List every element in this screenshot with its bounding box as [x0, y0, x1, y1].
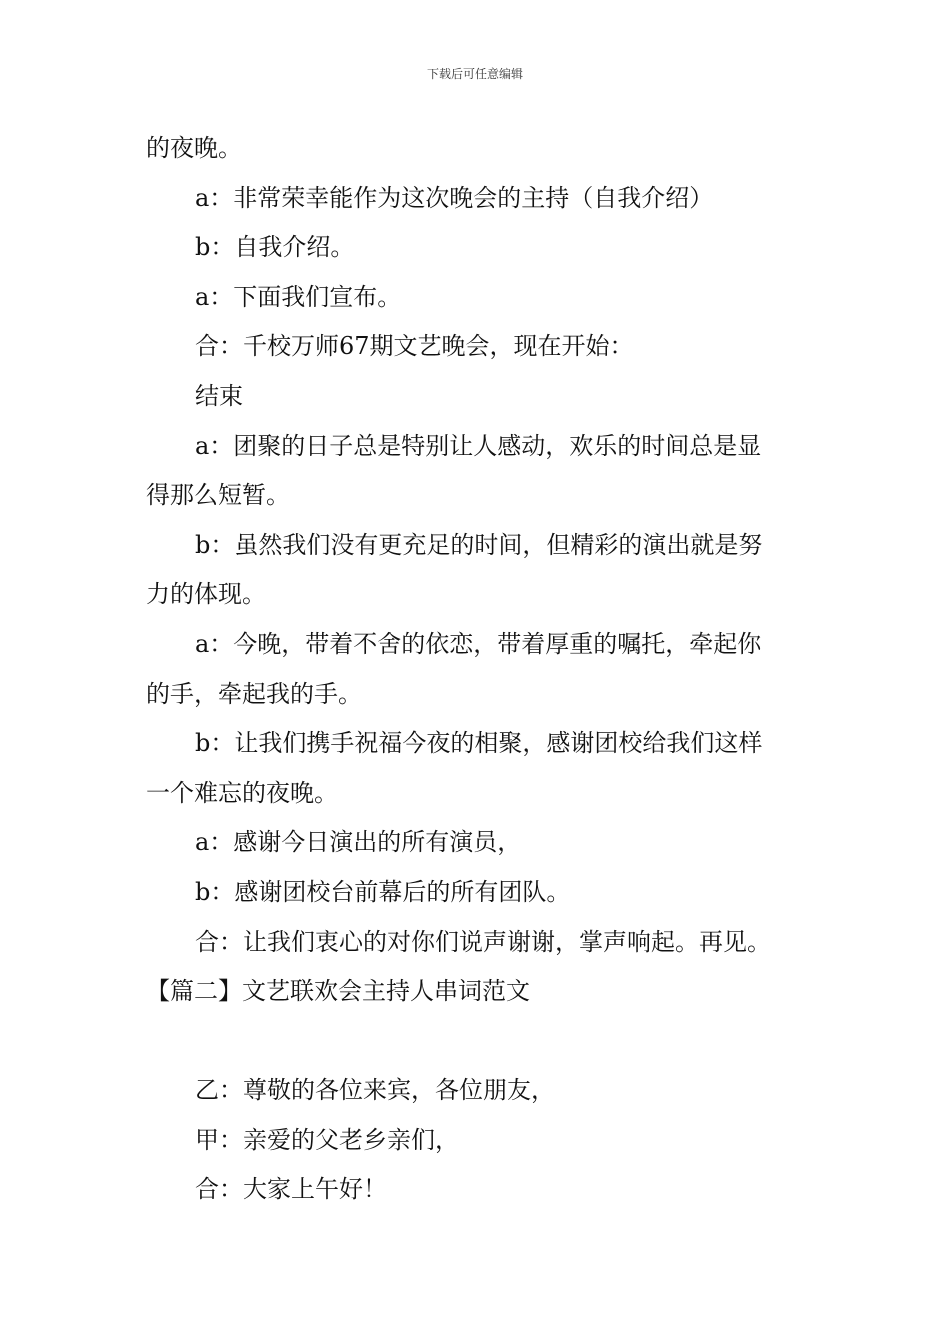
text-line: 合：让我们衷心的对你们说声谢谢，掌声响起。再见。 [195, 927, 771, 956]
text-line: 得那么短暂。 [146, 481, 290, 510]
text-line: 的夜晚。 [146, 134, 242, 162]
text-line: b：虽然我们没有更充足的时间，但精彩的演出就是努 [195, 530, 763, 559]
text-line: a：今晚，带着不舍的依恋，带着厚重的嘱托，牵起你 [195, 629, 762, 658]
text-line: b：自我介绍。 [195, 233, 355, 262]
section-title: 【篇二】文艺联欢会主持人串词范文 [146, 977, 530, 1006]
text-line: a：感谢今日演出的所有演员， [195, 828, 522, 857]
text-line: b：让我们携手祝福今夜的相聚，感谢团校给我们这样 [195, 729, 763, 758]
text-line: 的手，牵起我的手。 [146, 679, 362, 708]
document-body [146, 124, 826, 1215]
page-header: 下载后可任意编辑 [426, 67, 523, 81]
text-line: a：非常荣幸能作为这次晚会的主持（自我介绍） [195, 183, 714, 212]
text-line: 一个难忘的夜晚。 [146, 778, 338, 807]
text-line: 乙：尊敬的各位来宾，各位朋友， [195, 1076, 555, 1105]
text-line: 合：大家上午好！ [195, 1175, 387, 1204]
text-line: a：团聚的日子总是特别让人感动，欢乐的时间总是显 [195, 431, 762, 460]
blank-line [146, 1017, 826, 1067]
text-line: 力的体现。 [146, 580, 266, 609]
text-line: 甲：亲爱的父老乡亲们， [195, 1125, 459, 1154]
text-line: b：感谢团校台前幕后的所有团队。 [195, 877, 571, 906]
section-heading-end: 结束 [195, 381, 243, 410]
text-line: 合：千校万师67期文艺晚会，现在开始： [195, 332, 634, 361]
text-line: a：下面我们宣布。 [195, 282, 402, 311]
